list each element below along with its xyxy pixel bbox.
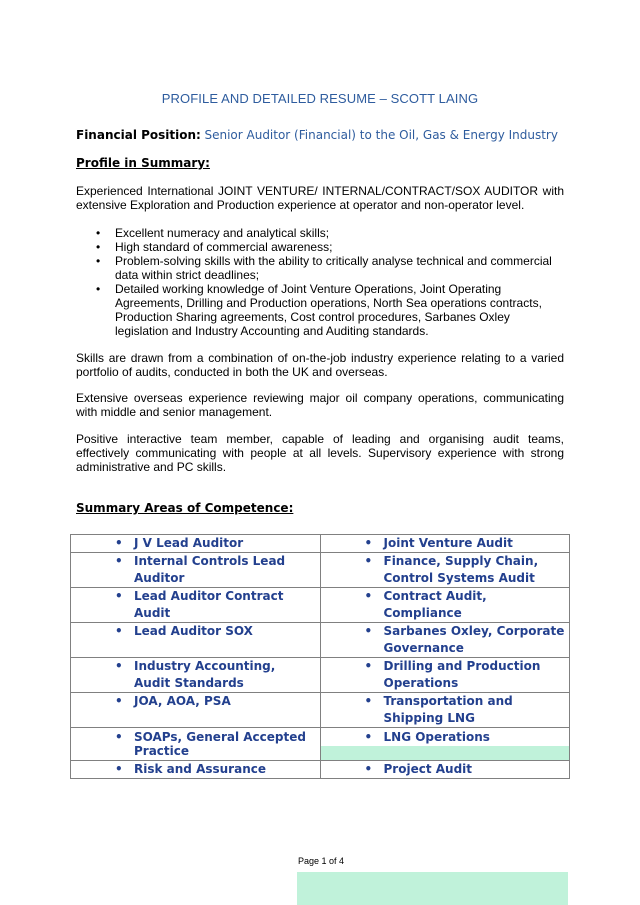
table-cell	[320, 553, 570, 588]
competence-heading: Summary Areas of Competence:	[76, 501, 294, 515]
competence-item: Internal Controls Lead Auditor	[134, 554, 286, 585]
competence-item: Project Audit	[383, 762, 473, 776]
bullet-icon: •	[364, 694, 373, 708]
list-item	[76, 240, 564, 254]
competence-item: Contract Audit, Compliance	[383, 589, 487, 620]
bullet-icon: •	[96, 240, 101, 254]
table-row	[71, 728, 570, 761]
bullet-icon: •	[115, 624, 123, 638]
financial-position-label: Financial Position:	[76, 128, 201, 142]
page-number: Page 1 of 4	[298, 856, 345, 866]
competence-item: Drilling and Production Operations	[383, 659, 541, 690]
table-cell	[71, 761, 321, 779]
table-cell	[71, 588, 321, 623]
table-row	[71, 658, 570, 693]
table-row	[71, 535, 570, 553]
profile-paragraph: Extensive overseas experience reviewing major oil company operations, communicating with middle and senior management.	[76, 391, 564, 419]
bullet-icon: •	[96, 282, 101, 296]
competence-table	[70, 534, 570, 779]
table-cell	[320, 658, 570, 693]
table-row	[71, 623, 570, 658]
bullet-icon: •	[115, 536, 123, 550]
list-item-text: Detailed working knowledge of Joint Venture Operations, Joint Operating Agreements, Drilling and Production operations, North Sea operations contracts, Production Sharing agreements, Cost control procedures, Sarbanes Oxley legislation and Industry Accounting and Auditing standards.	[115, 282, 542, 338]
list-item-text: High standard of commercial awareness;	[115, 240, 333, 254]
footer-highlight-bar	[297, 872, 568, 905]
competence-item: J V Lead Auditor	[134, 536, 244, 550]
table-cell	[71, 693, 321, 728]
table-cell	[71, 535, 321, 553]
competence-item: SOAPs, General Accepted Practice	[134, 730, 306, 758]
bullet-icon: •	[115, 730, 123, 744]
list-item-text: Excellent numeracy and analytical skills;	[115, 226, 330, 240]
bullet-icon: •	[364, 762, 373, 776]
table-cell	[71, 623, 321, 658]
bullet-icon: •	[115, 589, 123, 603]
document-title: PROFILE AND DETAILED RESUME – SCOTT LAING	[161, 91, 479, 106]
profile-intro: Experienced International JOINT VENTURE/ INTERNAL/CONTRACT/SOX AUDITOR with extensive Exploration and Production experience at operator and non-operator level.	[76, 184, 564, 212]
table-row	[71, 588, 570, 623]
table-row	[71, 761, 570, 779]
competence-item: Risk and Assurance	[134, 762, 266, 776]
profile-heading: Profile in Summary:	[76, 156, 210, 170]
competence-item: JOA, AOA, PSA	[134, 694, 231, 708]
table-cell	[71, 658, 321, 693]
bullet-icon: •	[115, 554, 123, 568]
table-cell	[71, 728, 321, 761]
profile-bullet-list	[76, 226, 564, 338]
competence-item: Industry Accounting, Audit Standards	[134, 659, 276, 690]
bullet-icon: •	[364, 624, 373, 638]
financial-position-value: Senior Auditor (Financial) to the Oil, Gas & Energy Industry	[204, 128, 558, 142]
bullet-icon: •	[364, 589, 373, 603]
competence-item: Transportation and Shipping LNG	[383, 694, 513, 725]
competence-item: Lead Auditor SOX	[134, 624, 253, 638]
bullet-icon: •	[96, 226, 101, 240]
table-cell	[320, 535, 570, 553]
list-item-text: Problem-solving skills with the ability to critically analyse technical and commercial data within strict deadlines;	[115, 254, 552, 282]
bullet-icon: •	[364, 730, 373, 744]
competence-item: Finance, Supply Chain, Control Systems Audit	[383, 554, 539, 585]
bullet-icon: •	[364, 659, 373, 673]
profile-paragraph: Positive interactive team member, capable of leading and organising audit teams, effectively communicating with people at all levels. Supervisory experience with strong administrative and PC skills.	[76, 432, 564, 474]
competence-item: Sarbanes Oxley, Corporate Governance	[383, 624, 565, 655]
financial-position	[76, 127, 558, 142]
list-item	[76, 282, 564, 338]
table-row	[71, 553, 570, 588]
table-cell	[320, 761, 570, 779]
bullet-icon: •	[115, 762, 123, 776]
table-cell	[320, 728, 570, 761]
bullet-icon: •	[364, 536, 373, 550]
list-item	[76, 226, 564, 240]
competence-item: Lead Auditor Contract Audit	[134, 589, 284, 620]
bullet-icon: •	[115, 694, 123, 708]
competence-item: Joint Venture Audit	[383, 536, 513, 550]
table-cell	[320, 693, 570, 728]
profile-paragraph: Skills are drawn from a combination of on-the-job industry experience relating to a varied portfolio of audits, conducted in both the UK and overseas.	[76, 351, 564, 379]
bullet-icon: •	[364, 554, 373, 568]
bullet-icon: •	[96, 254, 101, 268]
table-cell	[320, 588, 570, 623]
highlight-band	[321, 746, 570, 760]
table-cell	[71, 553, 321, 588]
table-cell	[320, 623, 570, 658]
table-row	[71, 693, 570, 728]
bullet-icon: •	[115, 659, 123, 673]
competence-item: LNG Operations	[383, 730, 490, 744]
list-item	[76, 254, 564, 282]
